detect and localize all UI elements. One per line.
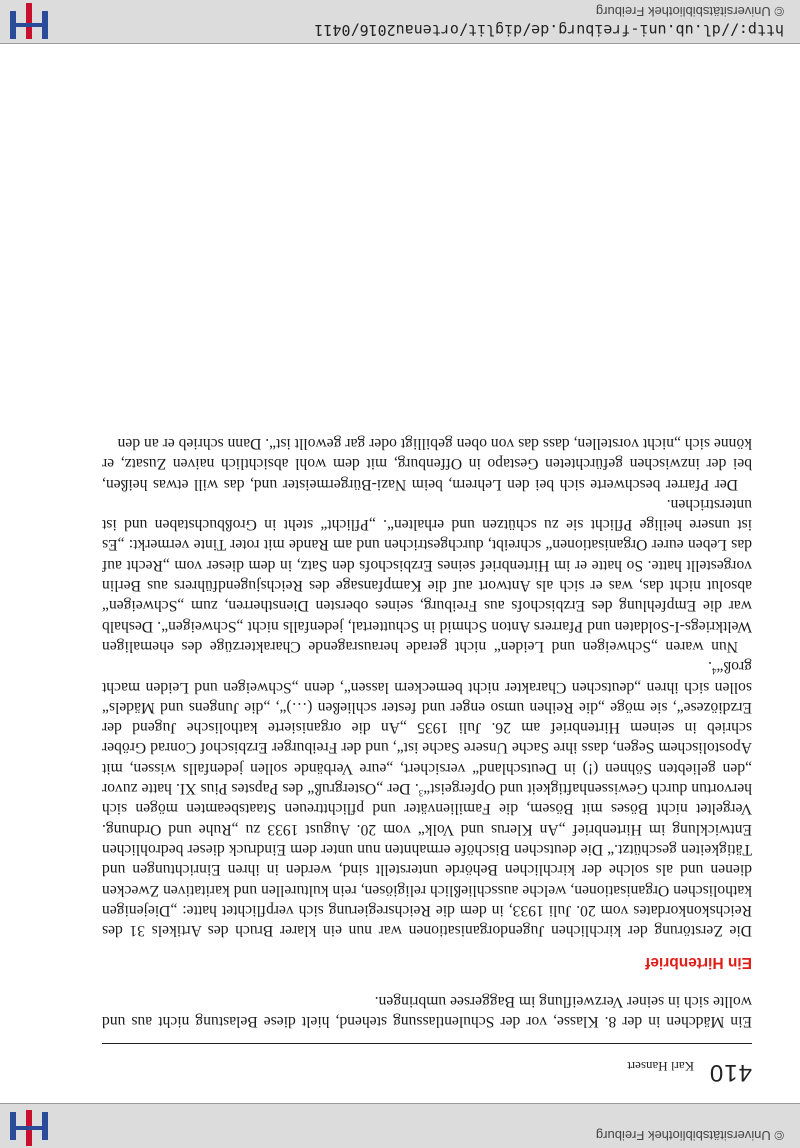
body-text <box>102 433 752 1031</box>
paragraph-text: . Der „Ostergruß“ des Papstes Pius XI. hatte zuvor „den geliebten Söhnen (!) in Deutschland“ versichert, „eure Verbände sollen jedenfalls wissen, mit Apostolischem Segen, dass ihre Sache Unsere Sache ist“, und der Freiburger Erzbischof Conrad Gröber schrieb in seinem Hirtenbrief am 26. Juli 1935 „An die organisierte katholische Jugend der Erzdiözese“, sie möge „die Reihen umso enger und fester schließen (…)“, „die Jungens und Mädels“ sollen sich ihren „deutschen Charakter nicht bemeckern lassen“, denn „Schweigen und Leiden macht groß“ <box>102 658 752 798</box>
university-logo-icon <box>4 1108 52 1148</box>
page-content <box>102 433 752 1086</box>
section-heading: Ein Hirtenbrief <box>645 954 752 972</box>
paragraph: Nun waren „Schweigen und Leiden“ nicht gerade herausragende Charakterzüge des ehemaligen Weltkriegs-I-Soldaten und Pfarrers Anton Schmid in Schuttertal, jedenfalls nicht „Schweigen“. Deshalb war die Empfehlung des Erzbischofs aus Freiburg, seines obersten Dienstherren, zum „Schweigen“ absolut nicht das, was er sich als Antwort auf die Kampfansage des Reichsjugendführers aus Berlin vorgestellt hatte. So hatte er im Hirtenbrief seines Erzbischofs den Satz, in dem dieser vom „Recht auf das Leben eurer Organisationen“ schreibt, durchgestrichen und am Rande mit roter Tinte vermerkt: „Es ist unsere heilige Pflicht sie zu schützen und erhalten“. „Pflicht“ steht in Großbuchstaben und ist unterstrichen. <box>102 495 752 655</box>
page-number: 410 <box>708 1059 752 1086</box>
university-logo-icon <box>4 1 52 41</box>
footnote-ref: 4 <box>711 666 717 677</box>
paragraph: Der Pfarrer beschwerte sich bei den Lehrern, beim Nazi-Bürgermeister und, das will etwas heißen, bei der inzwischen gefürchteten Gestapo in Offenburg, mit dem wohl absichtlich naiven Zusatz, er könne sich „nicht vorstellen, dass das von oben gebilligt oder gar gewollt ist“. Dann schrieb er an den <box>102 434 752 493</box>
viewer-footer-bar <box>0 1103 800 1148</box>
viewer-url-bar <box>0 0 800 44</box>
paragraph-text: . <box>708 658 712 676</box>
page-url[interactable]: http://dl.ub.uni-freiburg.de/diglit/ortenau2016/0411 <box>314 21 784 39</box>
paragraph <box>102 656 752 940</box>
copyright-notice: © Universitätsbibliothek Freiburg <box>595 1128 784 1143</box>
footnote-ref: 3 <box>418 788 424 799</box>
running-head <box>102 1043 752 1086</box>
copyright-notice: © Universitätsbibliothek Freiburg <box>595 4 784 19</box>
paragraph-text: Die Zerstörung der kirchlichen Jugendorganisationen war nun ein klarer Bruch des Artikels 31 des Reichskonkordates vom 20. Juli 1933, in dem die Reichsregierung sich verpflichtet hatte: „Diejenigen katholischen Organisationen, welche ausschließlich religiösen, rein kulturellen und karitativen Zwecken dienen und als solche der kirchlichen Behörde unterstellt sind, werden in ihren Einrichtungen und Tätigkeiten geschützt.“ Die deutschen Bischöfe ermahnten nun unter dem Eindruck dieser bedrohlichen Entwicklung im Hirtenbrief „An Klerus und Volk“ vom 20. August 1933 zu „Ruhe und Ordnung. Vergeltet nicht Böses mit Bösem, die Familienväter und pflichttreuen Staatsbeamten mögen sich hervortun durch Gewissenhaftigkeit und Opfergeist“ <box>102 780 752 940</box>
running-head-author: Karl Hansert <box>627 1059 694 1074</box>
paragraph: Ein Mädchen in der 8. Klasse, vor der Schulentlassung stehend, hielt diese Belastung nicht aus und wollte sich in seiner Verzweiflung im Baggersee umbringen. <box>102 992 752 1030</box>
